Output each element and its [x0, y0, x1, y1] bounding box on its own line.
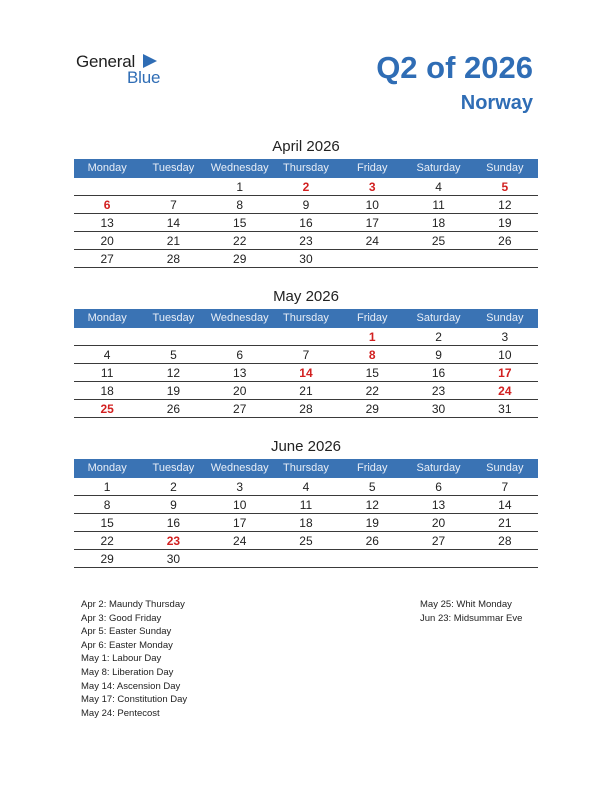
day-cell: 9 [302, 198, 310, 212]
day-cell: 24 [233, 534, 247, 548]
day-cell: 26 [498, 234, 512, 248]
weekday-header: Sunday [486, 462, 524, 474]
day-cell: 19 [498, 216, 512, 230]
holiday-item: Apr 2: Maundy Thursday [81, 599, 185, 610]
weekday-header: Tuesday [152, 312, 195, 324]
day-cell: 5 [368, 480, 376, 494]
day-cell [273, 328, 339, 345]
week-row [74, 514, 538, 532]
weekday-header: Tuesday [152, 162, 195, 174]
day-cell: 26 [166, 402, 181, 416]
day-cell: 27 [233, 402, 247, 416]
day-cell: 10 [498, 348, 512, 362]
day-cell: 19 [365, 516, 379, 530]
weekday-header: Saturday [416, 162, 461, 174]
day-cell [207, 550, 273, 567]
day-cell [140, 178, 206, 195]
day-cell [74, 328, 140, 345]
day-cell: 23 [299, 234, 313, 248]
day-cell: 16 [431, 366, 446, 380]
logo-text-general: General [76, 52, 136, 71]
day-cell: 18 [299, 516, 313, 530]
day-cell: 15 [233, 216, 247, 230]
day-cell: 27 [431, 534, 446, 548]
day-cell: 2 [170, 480, 177, 494]
day-cell: 6 [236, 348, 244, 362]
day-cell: 14 [498, 498, 512, 512]
holiday-item: Apr 5: Easter Sunday [81, 626, 172, 638]
day-cell: 2 [435, 330, 442, 344]
week-row [74, 382, 538, 400]
day-cell: 8 [103, 498, 111, 512]
day-cell: 27 [100, 252, 114, 266]
holiday-list-right [420, 598, 522, 625]
weekday-header: Wednesday [210, 462, 269, 474]
holiday-day-cell: 5 [501, 180, 509, 194]
week-row [74, 250, 538, 268]
holiday-item: Jun 23: Midsummar Eve [420, 612, 523, 624]
day-cell: 29 [365, 402, 379, 416]
day-cell: 11 [299, 498, 313, 512]
week-row [74, 400, 538, 418]
day-cell: 10 [365, 198, 379, 212]
weekday-header-row [74, 159, 538, 178]
day-cell: 13 [431, 498, 446, 512]
day-cell: 9 [435, 348, 442, 362]
week-row [74, 496, 538, 514]
day-cell: 4 [103, 348, 111, 362]
day-cell: 15 [100, 516, 114, 530]
day-cell: 7 [170, 198, 177, 212]
day-cell: 7 [501, 480, 509, 494]
page-subtitle: Norway [460, 92, 533, 114]
holiday-day-cell: 25 [100, 402, 114, 416]
day-cell: 4 [435, 180, 442, 194]
holiday-item: May 17: Constitution Day [81, 694, 188, 706]
holiday-item: May 8: Liberation Day [81, 666, 174, 678]
day-cell: 20 [233, 384, 247, 398]
day-cell: 19 [166, 384, 181, 398]
day-cell: 31 [498, 402, 512, 416]
weekday-header: Saturday [416, 312, 461, 324]
day-cell: 30 [431, 402, 446, 416]
week-row [74, 328, 538, 346]
day-cell: 12 [166, 366, 181, 380]
day-cell: 3 [236, 480, 244, 494]
day-cell: 13 [100, 216, 114, 230]
week-row [74, 196, 538, 214]
day-cell: 29 [233, 252, 247, 266]
month-title: June 2026 [270, 438, 342, 455]
day-cell: 25 [299, 534, 313, 548]
holiday-day-cell: 2 [302, 180, 310, 194]
month-june [74, 437, 538, 568]
day-cell: 1 [103, 480, 111, 494]
holiday-day-cell: 8 [368, 348, 376, 362]
day-cell: 3 [501, 330, 509, 344]
day-cell: 21 [166, 234, 181, 248]
week-row [74, 178, 538, 196]
day-cell [472, 250, 538, 267]
day-cell [405, 250, 471, 267]
week-row [74, 532, 538, 550]
page-title: Q2 of 2026 [376, 50, 533, 85]
holiday-item: Apr 3: Good Friday [81, 612, 162, 624]
weekday-header: Saturday [416, 462, 461, 474]
weekday-header: Thursday [283, 462, 329, 474]
day-cell: 6 [435, 480, 442, 494]
weekday-header: Monday [87, 462, 127, 474]
day-cell: 22 [233, 234, 247, 248]
day-cell: 1 [236, 180, 244, 194]
weekday-header: Sunday [486, 162, 524, 174]
day-cell: 22 [100, 534, 114, 548]
day-cell [472, 550, 538, 567]
day-cell: 4 [302, 480, 310, 494]
holiday-item: May 25: Whit Monday [420, 599, 512, 610]
holiday-day-cell: 17 [498, 366, 512, 380]
logo-text-blue: Blue [127, 68, 161, 87]
day-cell: 14 [166, 216, 181, 230]
day-cell: 16 [299, 216, 313, 230]
holiday-item: May 1: Labour Day [81, 653, 162, 665]
day-cell: 24 [365, 234, 379, 248]
weekday-header-row [74, 459, 538, 478]
day-cell: 9 [170, 498, 177, 512]
holiday-day-cell: 23 [166, 534, 181, 548]
day-cell: 28 [299, 402, 313, 416]
week-row [74, 478, 538, 496]
day-cell: 22 [365, 384, 379, 398]
day-cell: 28 [166, 252, 181, 266]
month-may [74, 287, 538, 418]
day-cell [339, 550, 405, 567]
day-cell [140, 328, 206, 345]
day-cell: 8 [236, 198, 244, 212]
day-cell [273, 550, 339, 567]
day-cell: 18 [431, 216, 446, 230]
weekday-header: Sunday [486, 312, 524, 324]
day-cell: 26 [365, 534, 379, 548]
day-cell: 21 [498, 516, 512, 530]
holiday-item: May 24: Pentecost [81, 707, 160, 719]
day-cell: 20 [100, 234, 114, 248]
week-row [74, 550, 538, 568]
day-cell [339, 250, 405, 267]
day-cell: 30 [166, 552, 181, 566]
holiday-item: May 14: Ascension Day [81, 680, 181, 692]
logo-flag-icon [143, 54, 157, 68]
day-cell [74, 178, 140, 195]
holiday-day-cell: 1 [368, 330, 376, 344]
week-row [74, 214, 538, 232]
weekday-header-row [74, 309, 538, 328]
day-cell: 12 [365, 498, 379, 512]
holiday-item: Apr 6: Easter Monday [81, 639, 173, 651]
month-title: April 2026 [272, 138, 340, 155]
day-cell: 15 [365, 366, 379, 380]
day-cell: 12 [498, 198, 512, 212]
holiday-day-cell: 6 [103, 198, 111, 212]
day-cell: 17 [233, 516, 247, 530]
day-cell: 28 [498, 534, 512, 548]
weekday-header: Monday [87, 312, 127, 324]
weekday-header: Thursday [283, 162, 329, 174]
day-cell [405, 550, 471, 567]
day-cell: 18 [100, 384, 114, 398]
weekday-header: Friday [356, 462, 388, 474]
weekday-header: Wednesday [210, 312, 269, 324]
holiday-day-cell: 3 [368, 180, 376, 194]
weekday-header: Friday [356, 162, 388, 174]
week-row [74, 346, 538, 364]
day-cell: 23 [431, 384, 446, 398]
day-cell: 11 [432, 198, 445, 212]
day-cell: 13 [233, 366, 247, 380]
day-cell: 17 [365, 216, 379, 230]
day-cell [207, 328, 273, 345]
week-row [74, 232, 538, 250]
day-cell: 29 [100, 552, 114, 566]
day-cell: 21 [299, 384, 313, 398]
weekday-header: Friday [356, 312, 388, 324]
month-title: May 2026 [273, 288, 339, 305]
weekday-header: Tuesday [152, 462, 195, 474]
day-cell: 20 [431, 516, 446, 530]
holiday-day-cell: 14 [299, 366, 313, 380]
day-cell: 25 [431, 234, 446, 248]
day-cell: 10 [233, 498, 247, 512]
holiday-list-left [81, 598, 187, 720]
day-cell: 5 [170, 348, 177, 362]
weekday-header: Wednesday [210, 162, 269, 174]
weekday-header: Thursday [283, 312, 329, 324]
day-cell: 30 [299, 252, 313, 266]
holiday-day-cell: 24 [498, 384, 512, 398]
day-cell: 7 [302, 348, 310, 362]
day-cell: 11 [100, 366, 114, 380]
month-april [74, 137, 538, 268]
brand-logo [76, 52, 176, 92]
day-cell: 16 [166, 516, 181, 530]
week-row [74, 364, 538, 382]
weekday-header: Monday [87, 162, 127, 174]
